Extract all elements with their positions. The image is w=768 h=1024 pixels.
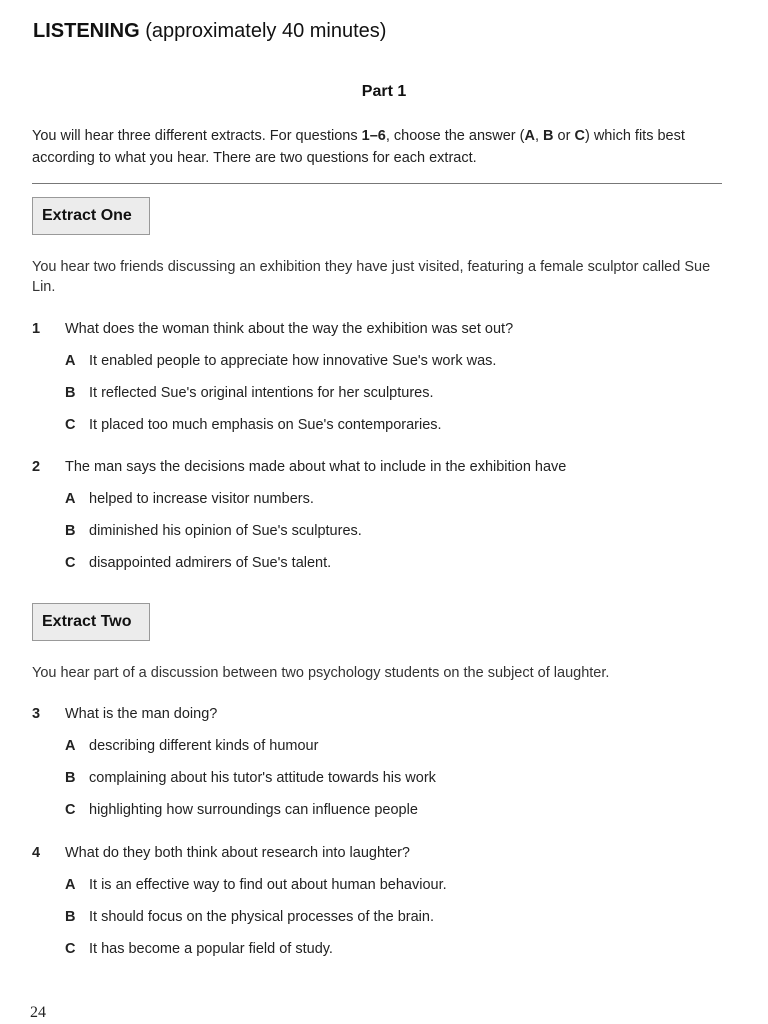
instructions-text: , [534, 128, 544, 144]
option-text: It placed too much emphasis on Sue's contemporaries. [89, 417, 442, 433]
instructions-text: You will hear three different extracts. For questions [32, 128, 362, 144]
option-letter: C [65, 941, 76, 957]
part-heading: Part 1 [361, 83, 407, 100]
option-letter: A [65, 491, 76, 507]
option-letter: A [65, 738, 76, 754]
section-title-duration: (approximately 40 minutes) [139, 20, 387, 42]
option-text: It is an effective way to find out about human behaviour. [89, 877, 447, 893]
option-text: diminished his opinion of Sue's sculptures. [89, 523, 362, 539]
option-text: complaining about his tutor's attitude towards his work [89, 770, 436, 786]
divider [32, 183, 722, 184]
option-letter: A [65, 877, 76, 893]
page-number: 24 [30, 1004, 46, 1021]
option-text: It has become a popular field of study. [89, 941, 333, 957]
option-letter: B [65, 385, 76, 401]
option-text: highlighting how surroundings can influence people [89, 802, 418, 818]
question-text: What does the woman think about the way the exhibition was set out? [65, 321, 514, 337]
option-letter: B [65, 770, 76, 786]
instructions-text: ) which fits best according to what you hear. There are two questions for each extract. [32, 128, 685, 166]
question-number: 4 [32, 845, 41, 861]
instructions-text: , choose the answer ( [385, 128, 525, 144]
option-text: It should focus on the physical processes of the brain. [89, 909, 434, 925]
extract-two-label: Extract Two [32, 603, 150, 641]
question-number: 3 [32, 706, 41, 722]
instructions-letter-c: C [574, 128, 585, 144]
question-number: 2 [32, 459, 41, 475]
option-letter: C [65, 417, 76, 433]
extract-one-context: You hear two friends discussing an exhibition they have just visited, featuring a female sculptor called Sue Lin. [32, 259, 711, 295]
option-letter: B [65, 909, 76, 925]
section-title-bold: LISTENING [33, 20, 140, 42]
option-letter: B [65, 523, 76, 539]
instructions-question-range: 1–6 [361, 128, 386, 144]
extract-one-label: Extract One [32, 197, 150, 235]
instructions-letter-a: A [524, 128, 535, 144]
extract-two-context: You hear part of a discussion between two psychology students on the subject of laughter. [32, 665, 610, 681]
option-text: helped to increase visitor numbers. [89, 491, 314, 507]
question-number: 1 [32, 321, 41, 337]
section-title [33, 20, 386, 43]
option-text: describing different kinds of humour [89, 738, 319, 754]
option-letter: C [65, 555, 76, 571]
option-text: It enabled people to appreciate how innovative Sue's work was. [89, 353, 497, 369]
instructions-text: or [553, 128, 575, 144]
instructions [32, 125, 732, 169]
option-text: disappointed admirers of Sue's talent. [89, 555, 332, 571]
option-text: It reflected Sue's original intentions for her sculptures. [89, 385, 434, 401]
question-text: What do they both think about research into laughter? [65, 845, 410, 861]
question-text: What is the man doing? [65, 706, 218, 722]
question-text: The man says the decisions made about what to include in the exhibition have [65, 459, 567, 475]
instructions-letter-b: B [543, 128, 554, 144]
option-letter: A [65, 353, 76, 369]
option-letter: C [65, 802, 76, 818]
